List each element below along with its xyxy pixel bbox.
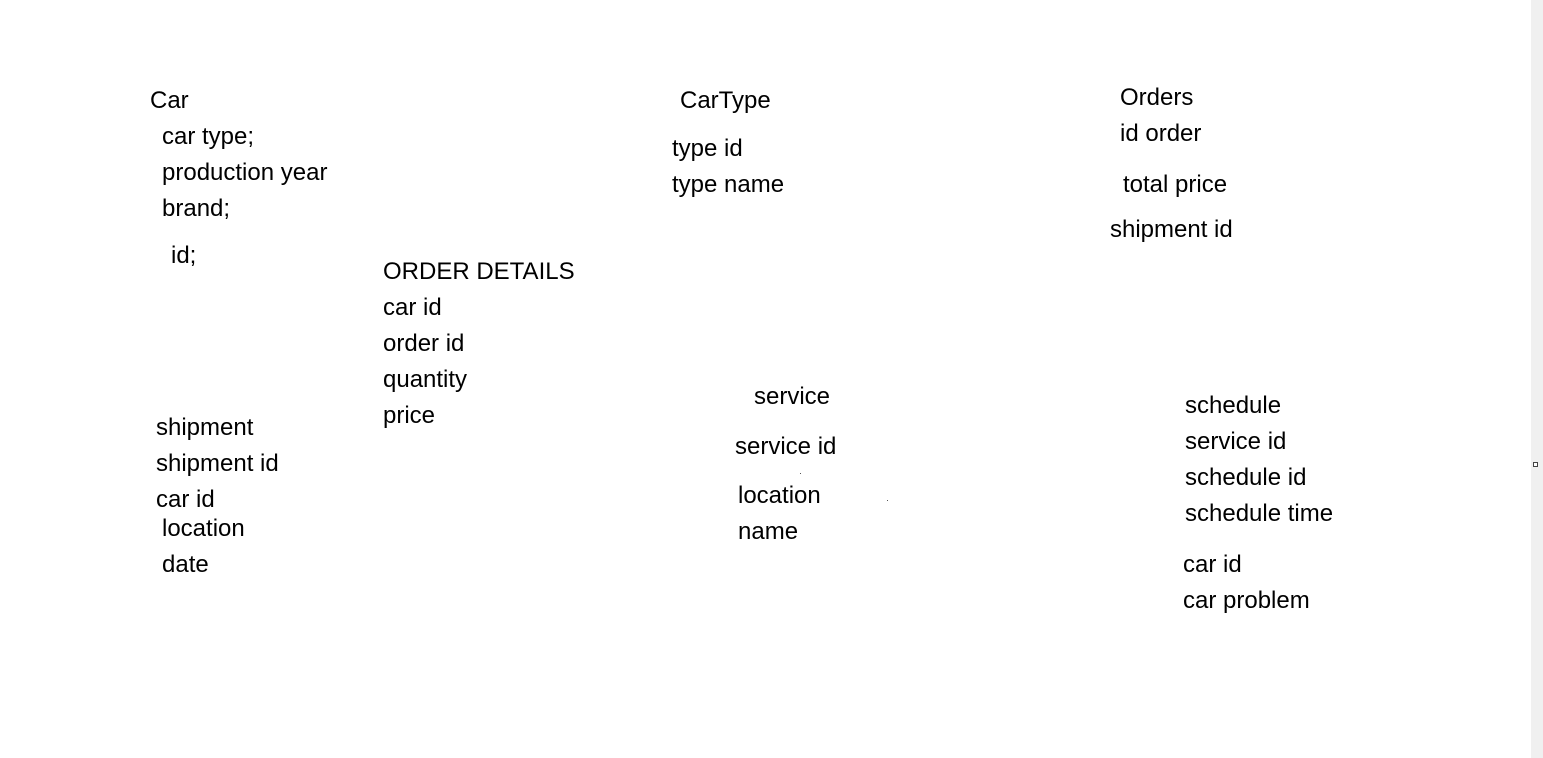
schedule-field-car-id: car id: [1183, 551, 1242, 578]
schedule-field-car-problem: car problem: [1183, 587, 1310, 614]
stray-mark: [800, 473, 801, 474]
car-type-field-type-name: type name: [672, 171, 785, 198]
shipment-field-shipment-id: shipment id: [156, 450, 279, 477]
order-details-field-price: price: [383, 402, 436, 429]
schedule-title: schedule: [1185, 392, 1282, 419]
car-field-car-type: car type;: [162, 123, 255, 150]
orders-title: Orders: [1120, 84, 1194, 111]
shipment-title: shipment: [156, 414, 254, 441]
car-type-title: CarType: [680, 87, 771, 114]
order-details-field-car-id: car id: [383, 294, 442, 321]
order-details-field-quantity: quantity: [383, 366, 468, 393]
orders-field-id-order: id order: [1120, 120, 1202, 147]
orders-field-shipment-id: shipment id: [1110, 216, 1233, 243]
stray-mark: [887, 500, 888, 501]
schedule-field-schedule-id: schedule id: [1185, 464, 1307, 491]
orders-field-total-price: total price: [1123, 171, 1228, 198]
service-field-name: name: [738, 518, 799, 545]
schedule-field-schedule-time: schedule time: [1185, 500, 1334, 527]
service-field-service-id: service id: [735, 433, 837, 460]
car-type-field-type-id: type id: [672, 135, 743, 162]
car-field-production-year: production year: [162, 159, 328, 186]
shipment-field-date: date: [162, 551, 209, 578]
vertical-scrollbar[interactable]: [1531, 0, 1543, 758]
shipment-field-car-id: car id: [156, 486, 215, 513]
car-title: Car: [150, 87, 189, 114]
order-details-field-order-id: order id: [383, 330, 465, 357]
car-field-id: id;: [171, 242, 197, 269]
shipment-field-location: location: [162, 515, 245, 542]
car-field-brand: brand;: [162, 195, 231, 222]
schedule-field-service-id: service id: [1185, 428, 1287, 455]
order-details-title: ORDER DETAILS: [383, 258, 575, 285]
service-title: service: [754, 383, 831, 410]
service-field-location: location: [738, 482, 821, 509]
resize-handle[interactable]: [1533, 462, 1538, 467]
